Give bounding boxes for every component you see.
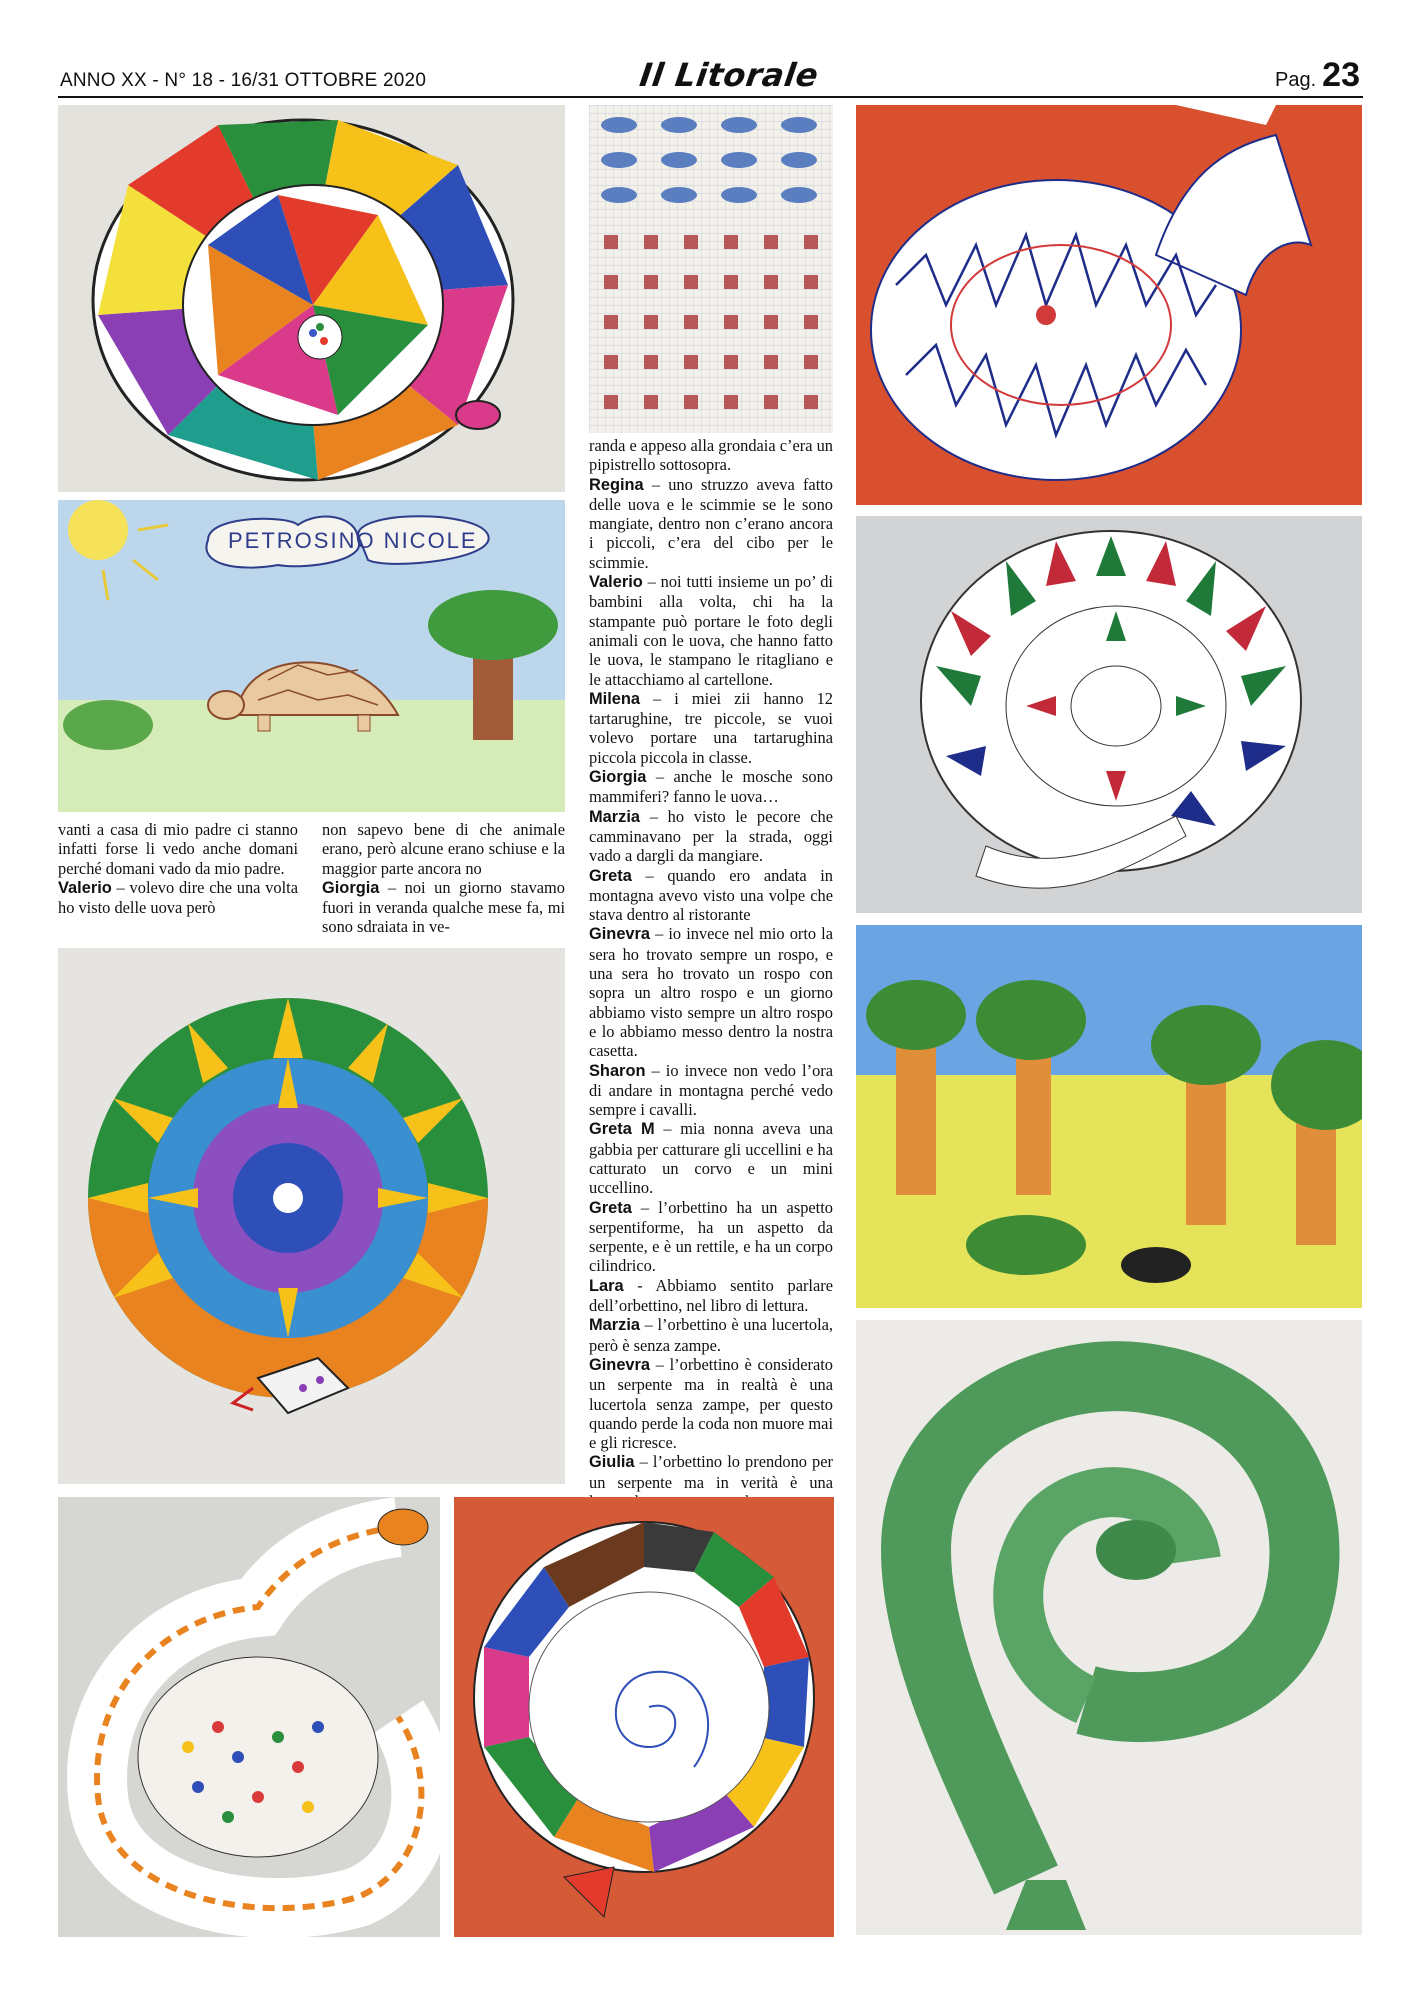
page-number-box [1275, 56, 1360, 95]
text-right-continuation: randa e appeso alla grondaia c’era un pipistrello sottosopra. [589, 436, 833, 475]
turtle-drawing-caption: PETROSINO NICOLE [228, 528, 478, 553]
dialogue-paragraph [589, 475, 833, 572]
dialogue-paragraph [589, 1198, 833, 1276]
text-middle-continuation: non sapevo bene di che animale erano, però alcune erano schiuse e la maggior parte ancora no [322, 820, 565, 878]
speaker-text: – io invece non vedo l’ora di andare in montagna perché vedo sempre i cavalli. [589, 1060, 833, 1120]
speaker-text: – quando ero andata in montagna avevo visto una volpe che stava dentro al ristorante [589, 865, 833, 925]
photo-dotted-snake [58, 1497, 440, 1937]
dialogue-paragraph [322, 878, 565, 937]
speaker-name: Ginevra [589, 1355, 651, 1374]
dialogue-paragraph [589, 1355, 833, 1452]
speaker-name: Giorgia [322, 878, 380, 897]
photo-graph-paper-fish [589, 105, 833, 433]
page-number: 23 [1322, 56, 1360, 94]
speaker-text: – noi tutti insieme un po’ di bambini alla volta, chi ha la stampante può portare le foto degli animali con le uova, che hanno fatto le uova, le stampano le ritagliano e le attacchiamo al cartellone. [589, 572, 833, 689]
dialogue-middle [322, 878, 565, 937]
speaker-text: – noi un giorno stavamo fuori in veranda qualche mese fa, mi sono sdraiata in ve- [322, 877, 565, 937]
speaker-name: Marzia [589, 1316, 641, 1335]
speaker-name: Milena [589, 689, 641, 708]
dialogue-paragraph [589, 689, 833, 767]
speaker-name: Ginevra [589, 925, 651, 944]
speaker-name: Greta [589, 1198, 632, 1217]
dialogue-paragraph [589, 807, 833, 866]
masthead-title: Il Litorale [637, 56, 821, 94]
speaker-text: – uno struzzo aveva fatto delle uova e le scimmie se le sono mangiate, dentro non c’erano ancora i piccoli, c’era del cibo per le scimmie. [589, 474, 833, 572]
article-left-column [58, 820, 298, 917]
dialogue-paragraph [589, 1276, 833, 1316]
article-right-column [589, 436, 833, 1511]
speaker-name: Valerio [58, 878, 112, 897]
speaker-name: Giorgia [589, 768, 647, 787]
header-rule [58, 96, 1363, 98]
speaker-text: – io invece nel mio orto la sera ho trovato sempre un rospo, e una sera ho trovato un rospo con sopra un altro rospo e un giorno abbiamo visto sempre un altro rospo e lo abbiamo messo dentro la nostra casetta. [589, 924, 833, 1061]
dialogue-right [589, 475, 833, 1512]
speaker-name: Giulia [589, 1453, 635, 1472]
speaker-name: Greta M [589, 1120, 655, 1139]
photo-patchwork-snake [454, 1497, 834, 1937]
dialogue-paragraph [589, 1061, 833, 1120]
speaker-text: – mia nonna aveva una gabbia per catturare gli uccellini e ha catturato un corvo e un mini uccellino. [589, 1119, 833, 1198]
photo-turtle-drawing [58, 500, 565, 812]
speaker-text: – l’orbettino lo prendono per un serpente ma in verità è una [589, 1452, 833, 1492]
speaker-text: - Abbiamo sentito parlare dell’orbettino, nel libro di lettura. [589, 1275, 833, 1316]
photo-green-scribble-spiral [856, 1320, 1362, 1935]
text-left-continuation: vanti a casa di mio padre ci stanno infatti forse li vedo anche domani perché domani vado da mio padre. [58, 820, 298, 878]
speaker-name: Lara [589, 1276, 624, 1295]
issue-info: ANNO XX - N° 18 - 16/31 OTTOBRE 2020 [60, 70, 427, 91]
dialogue-paragraph [589, 1119, 833, 1197]
photo-trees-landscape [856, 925, 1362, 1308]
page-label: Pag. [1275, 69, 1317, 91]
speaker-name: Marzia [589, 807, 641, 826]
photo-triangle-spiral-snake [58, 105, 565, 492]
speaker-text: – anche le mosche sono mammiferi? fanno le uova… [589, 767, 833, 807]
dialogue-left [58, 878, 298, 918]
speaker-text: – l’orbettino è una lucertola, però è senza zampe. [589, 1315, 833, 1355]
dialogue-paragraph [589, 866, 833, 925]
speaker-name: Sharon [589, 1061, 646, 1080]
dialogue-paragraph [589, 767, 833, 807]
photo-zigzag-snake [856, 105, 1362, 505]
dialogue-paragraph [589, 1315, 833, 1355]
speaker-text: – i miei zii hanno 12 tartarughine, tre piccole, se vuoi volevo portare una tartarughina piccola piccola in classe. [589, 688, 833, 767]
speaker-name: Regina [589, 475, 644, 494]
photo-sun-spiral-snake [58, 948, 565, 1484]
article-middle-column [322, 820, 565, 937]
photo-green-triangle-spiral [856, 516, 1362, 913]
speaker-name: Greta [589, 866, 632, 885]
dialogue-paragraph [589, 572, 833, 689]
speaker-name: Valerio [589, 573, 643, 592]
speaker-text: – l’orbettino ha un aspetto serpentiforme, ha un aspetto da serpente, e è un rettile, e ha un corpo cilindrico. [589, 1197, 833, 1276]
speaker-text: – ho visto le pecore che camminavano per la strada, oggi vado a dargli da mangiare. [589, 806, 833, 866]
dialogue-paragraph [58, 878, 298, 918]
dialogue-paragraph [589, 924, 833, 1060]
speaker-text: – volevo dire che una volta ho visto delle uova però [58, 877, 298, 918]
speaker-text: – l’orbettino è considerato un serpente ma in realtà è una lucertola senza zampe, per questo quando perde la coda non muore mai e gli ricresce. [589, 1354, 833, 1453]
